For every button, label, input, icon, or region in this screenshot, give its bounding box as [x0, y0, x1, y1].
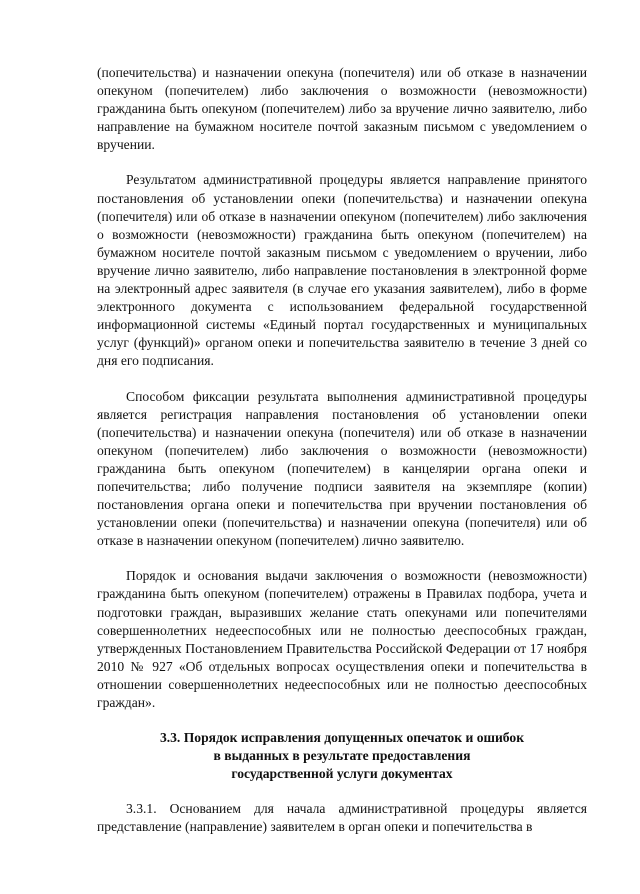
section-heading-line-2: в выданных в результате предоставления [213, 748, 471, 764]
paragraph-result: Результатом административной процедуры является направление принятого постановления об установлении опеки (попечительства) и назначении опекуна (попечителя) или об отказе в назначении опекуном (попечителем) либо заключения о возможности (невозможности) гражданина быть опекуном (попечителем) на бумажном носителе почтой заказным письмом с уведомлением о вручении, либо вручение лично заявителю, либо направление постановления в электронной форме на электронный адрес заявителя (в случае его указания заявителем), либо в форме электронного документа с использованием федеральной государственной информационной системы «Единый портал государственных и муниципальных услуг (функций)» органом опеки и попечительства заявителю в течение 3 дней со дня его подписания. [97, 172, 587, 369]
section-heading [97, 729, 587, 783]
paragraph-continuation: (попечительства) и назначении опекуна (попечителя) или об отказе в назначении опекуном (попечителем) либо заключения о возможности (невозможности) гражданина быть опекуном (попечителем) либо за вручение лично заявителю, либо направление на бумажном носителе почтой заказным письмом с уведомлением о вручении. [97, 65, 587, 153]
paragraph-procedure-basis: Порядок и основания выдачи заключения о возможности (невозможности) гражданина быть опекуном (попечителем) отражены в Правилах подбора, учета и подготовки граждан, выразивших желание стать опекунами или попечителями совершеннолетних недееспособных или не полностью дееспособных граждан, утвержденных Постановлением Правительства Российской Федерации от 17 ноября 2010 № 927 «Об отдельных вопросах осуществления опеки и попечительства в отношении совершеннолетних недееспособных или не полностью дееспособных граждан». [97, 568, 587, 710]
section-heading-line-3: государственной услуги документах [231, 766, 453, 782]
section-heading-line-1: 3.3. Порядок исправления допущенных опечаток и ошибок [159, 730, 525, 746]
paragraph-fixation-method: Способом фиксации результата выполнения административной процедуры является регистрация направления постановления об установлении опеки (попечительства) и назначении опекуна (попечителя) или об отказе в назначении опекуном (попечителем) либо заключения о возможности (невозможности) гражданина быть опекуном (попечителем) в канцелярии органа опеки и попечительства; либо получение подписи заявителя на экземпляре (копии) постановления органа опеки и попечительства при вручении постановления об установлении опеки (попечительства) и назначении опекуна (попечителя) или об отказе в назначении опекуном (попечителем) лично заявителю. [97, 388, 587, 549]
paragraph-3-3-1: 3.3.1. Основанием для начала административной процедуры является представление (направление) заявителем в орган опеки и попечительства в [97, 801, 587, 835]
